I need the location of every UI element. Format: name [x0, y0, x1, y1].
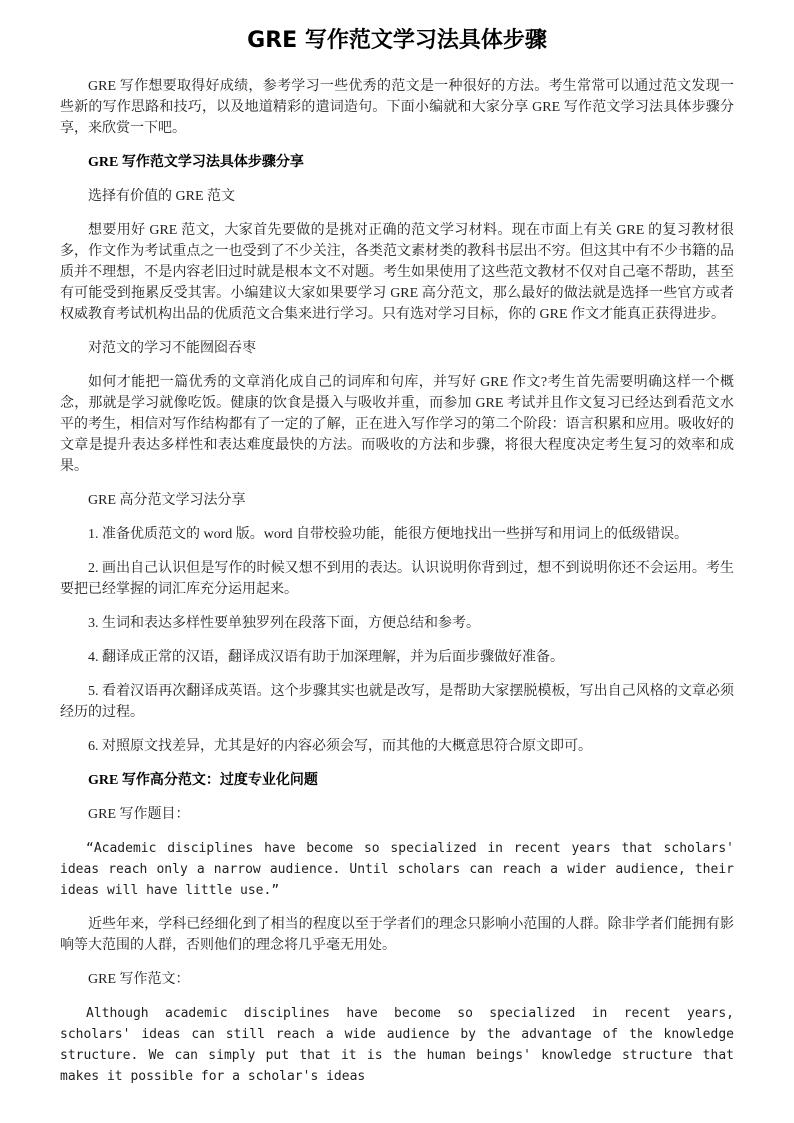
method-steps-list [60, 524, 734, 757]
paragraph-prompt-chinese: 近些年来，学科已经细化到了相当的程度以至于学者们的理念只影响小范围的人群。除非学者们能拥有影响等大范围的人群，否则他们的理念将几乎毫无用处。 [60, 917, 734, 953]
label-writing-prompt: GRE 写作题目： [88, 807, 190, 822]
intro-paragraph: GRE 写作想要取得好成绩，参考学习一些优秀的范文是一种很好的方法。考生常常可以通过范文发现一些新的写作思路和技巧，以及地道精彩的遣词造句。下面小编就和大家分享 GRE 写作范文学习法具体步骤分享，来欣赏一下吧。 [60, 79, 734, 136]
subheading-digest-samples: 对范文的学习不能囫囵吞枣 [88, 341, 256, 356]
list-item-5: 5. 看着汉语再次翻译成英语。这个步骤其实也就是改写，是帮助大家摆脱模板，写出自己风格的文章必须经历的过程。 [60, 684, 734, 720]
paragraph-choose-samples: 想要用好 GRE 范文，大家首先要做的是挑对正确的范文学习材料。现在市面上有关 GRE 的复习教材很多，作文作为考试重点之一也受到了不少关注，各类范文素材类的教科书层出不穷。但这其中有不少书籍的品质并不理想，不是内容老旧过时就是根本文不对题。考生如果使用了这些范文教材不仅对自己毫不帮助，甚至有可能受到拖累反受其害。小编建议大家如果要学习 GRE 高分范文，那么最好的做法就是选择一些官方或者权威教育考试机构出品的优质范文合集来进行学习。只有选对学习目标，你的 GRE 作文才能真正获得进步。 [60, 223, 734, 322]
paragraph-digest-samples: 如何才能把一篇优秀的文章消化成自己的词库和句库，并写好 GRE 作文?考生首先需要明确这样一个概念，那就是学习就像吃饭。健康的饮食是摄入与吸收并重，而参加 GRE 考试并且作文复习已经达到看范文水平的考生，相信对写作结构都有了一定的了解，正在进入写作学习的第二个阶段：语言积累和应用。吸收好的文章是提升表达多样性和表达难度最快的方法。而吸收的方法和步骤，将很大程度决定考生复习的效率和成果。 [60, 375, 734, 474]
paragraph-essay-english: Although academic disciplines have become so specialized in recent years, scholars' ideas can still reach a wide audience by the advantage of the knowledge structure. We can simply put that it is the human beings' knowledge structure that makes it possible for a scholar's ideas [60, 1006, 734, 1084]
list-item-4: 4. 翻译成正常的汉语，翻译成汉语有助于加深理解，并为后面步骤做好准备。 [88, 650, 564, 665]
section-heading-steps: GRE 写作范文学习法具体步骤分享 [88, 155, 304, 170]
paragraph-prompt-english: “Academic disciplines have become so specialized in recent years that scholars' ideas reach only a narrow audience. Until scholars can reach a wider audience, their ideas will have little use.” [60, 841, 734, 898]
list-item-1: 1. 准备优质范文的 word 版。word 自带校验功能，能很方便地找出一些拼写和用词上的低级错误。 [88, 527, 689, 542]
list-item-2: 2. 画出自己认识但是写作的时候又想不到用的表达。认识说明你背到过，想不到说明你还不会运用。考生要把已经掌握的词汇库充分运用起来。 [60, 561, 734, 597]
list-item-6: 6. 对照原文找差异，尤其是好的内容必须会写，而其他的大概意思符合原文即可。 [88, 739, 592, 754]
label-sample-essay: GRE 写作范文： [88, 972, 190, 987]
section-heading-method: GRE 高分范文学习法分享 [88, 493, 246, 508]
document-title: GRE 写作范文学习法具体步骤 [247, 28, 547, 53]
subheading-choose-samples: 选择有价值的 GRE 范文 [88, 189, 235, 204]
section-heading-sample-essay: GRE 写作高分范文：过度专业化问题 [88, 773, 318, 788]
list-item-3: 3. 生词和表达多样性要单独罗列在段落下面，方便总结和参考。 [88, 616, 480, 631]
